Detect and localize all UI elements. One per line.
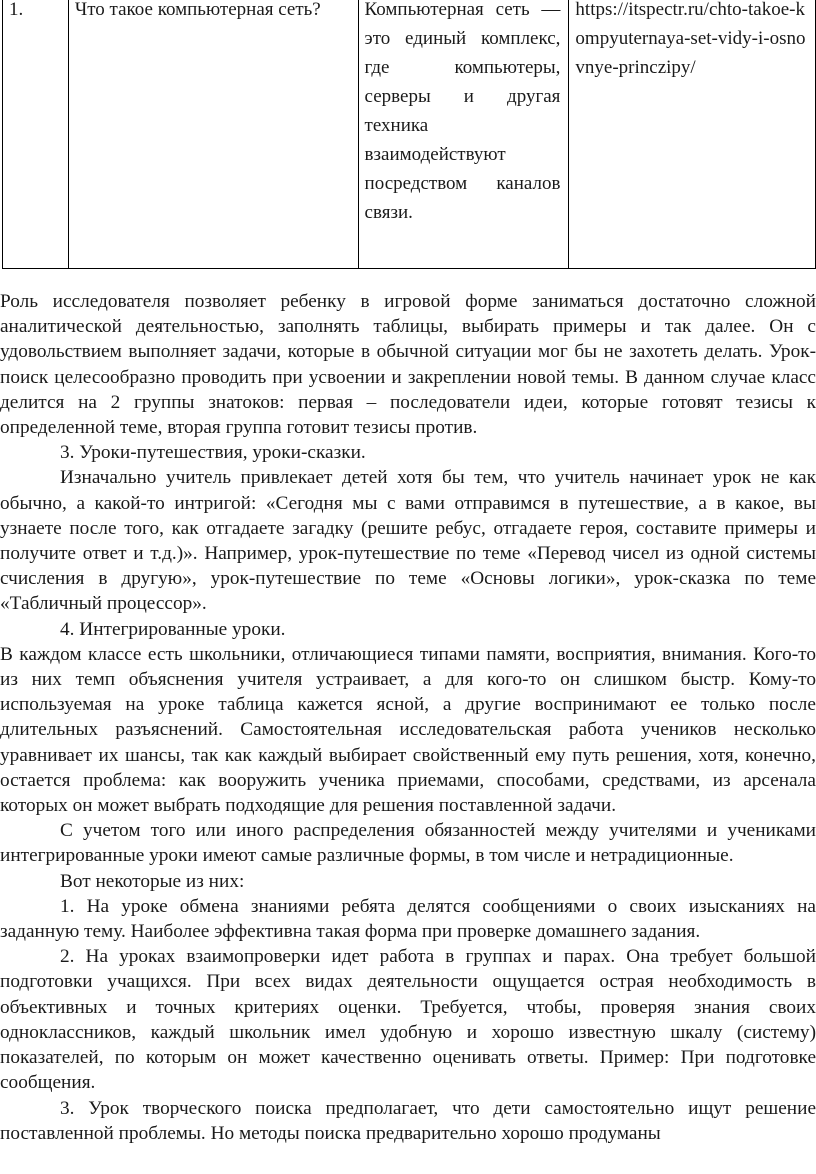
source-link[interactable]: https://itspectr.ru/chto-takoe-kompyuternaya-set-vidy-i-osnovnye-princzipy/ [575, 0, 806, 78]
table-row [3, 0, 816, 269]
answer-cell [358, 0, 569, 269]
paragraph: Изначально учитель привлекает детей хотя бы тем, что учитель начинает урок не как обычно, а какой-то интригой: «Сегодня мы с вами отправимся в путешествие, а в какое, вы узнаете после того, как отгадаете загадку (решите ребус, отгадаете героя, составите примеры и получите ответ и т.д.)». Например, урок-путешествие по теме «Перевод чисел из одной системы счисления в другую», урок-путешествие по теме «Основы логики», урок-сказка по теме «Табличный процессор». [0, 467, 816, 615]
body-text [0, 289, 816, 1146]
list-item: 3. Урок творческого поиска предполагает, что дети самостоятельно ищут решение поставленной проблемы. Но методы поиска предварительно хорошо продуманы [0, 1097, 816, 1144]
list-item: 2. На уроках взаимопроверки идет работа в группах и парах. Она требует большой подготовки учащихся. При всех видах деятельности ощущается острая необходимость в объективных и точных критериях оценки. Требуется, чтобы, проверяя знания своих одноклассников, каждый школьник имел удобную и хорошо известную шкалу (систему) показателей, по которым он может качественно оценивать ответы. Пример: При подготовке сообщения. [0, 946, 816, 1094]
section-heading: 3. Уроки-путешествия, уроки-сказки. [60, 442, 366, 464]
question-text: Что такое компьютерная сеть? [74, 0, 321, 20]
paragraph: С учетом того или иного распределения обязанностей между учителями и учениками интегрированные уроки имеют самые различные формы, в том числе и нетрадиционные. [0, 820, 816, 867]
paragraph: В каждом классе есть школьники, отличающиеся типами памяти, восприятия, внимания. Кого-то из них темп объяснения учителя устраивает, а для кого-то он слишком быстр. Кому-то используемая на уроке таблица кажется ясной, а другие воспринимают ее только после длительных разъяснений. Самостоятельная исследовательская работа учеников несколько уравнивает их шансы, так как каждый выбирает свойственный ему путь решения, хотя, конечно, остается проблема: как вооружить ученика приемами, способами, средствами, из арсенала которых он может выбрать подходящие для решения поставленной задачи. [0, 643, 816, 817]
reference-table [2, 0, 816, 269]
list-item: 1. На уроке обмена знаниями ребята делятся сообщениями о своих изысканиях на заданную тему. Наиболее эффективна такая форма при проверке домашнего задания. [0, 895, 816, 943]
source-cell [569, 0, 816, 269]
paragraph: Вот некоторые из них: [60, 870, 245, 892]
section-heading: 4. Интегрированные уроки. [60, 618, 286, 640]
row-number: 1. [9, 0, 24, 20]
row-number-cell [3, 0, 69, 269]
answer-text: Компьютерная сеть — это единый комплекс, где компьютеры, серверы и другая техника взаимодействуют посредством каналов связи. [364, 0, 561, 223]
question-cell [68, 0, 358, 269]
paragraph: Роль исследователя позволяет ребенку в игровой форме заниматься достаточно сложной аналитической деятельностью, заполнять таблицы, выбирать примеры и так далее. Он с удовольствием выполняет задачи, которые в обычной ситуации мог бы не захотеть делать. Урок-поиск целесообразно проводить при усвоении и закреплении новой темы. В данном случае класс делится на 2 группы знатоков: первая – последователи идеи, которые готовят тезисы к определенной теме, вторая группа готовит тезисы против. [0, 291, 816, 439]
